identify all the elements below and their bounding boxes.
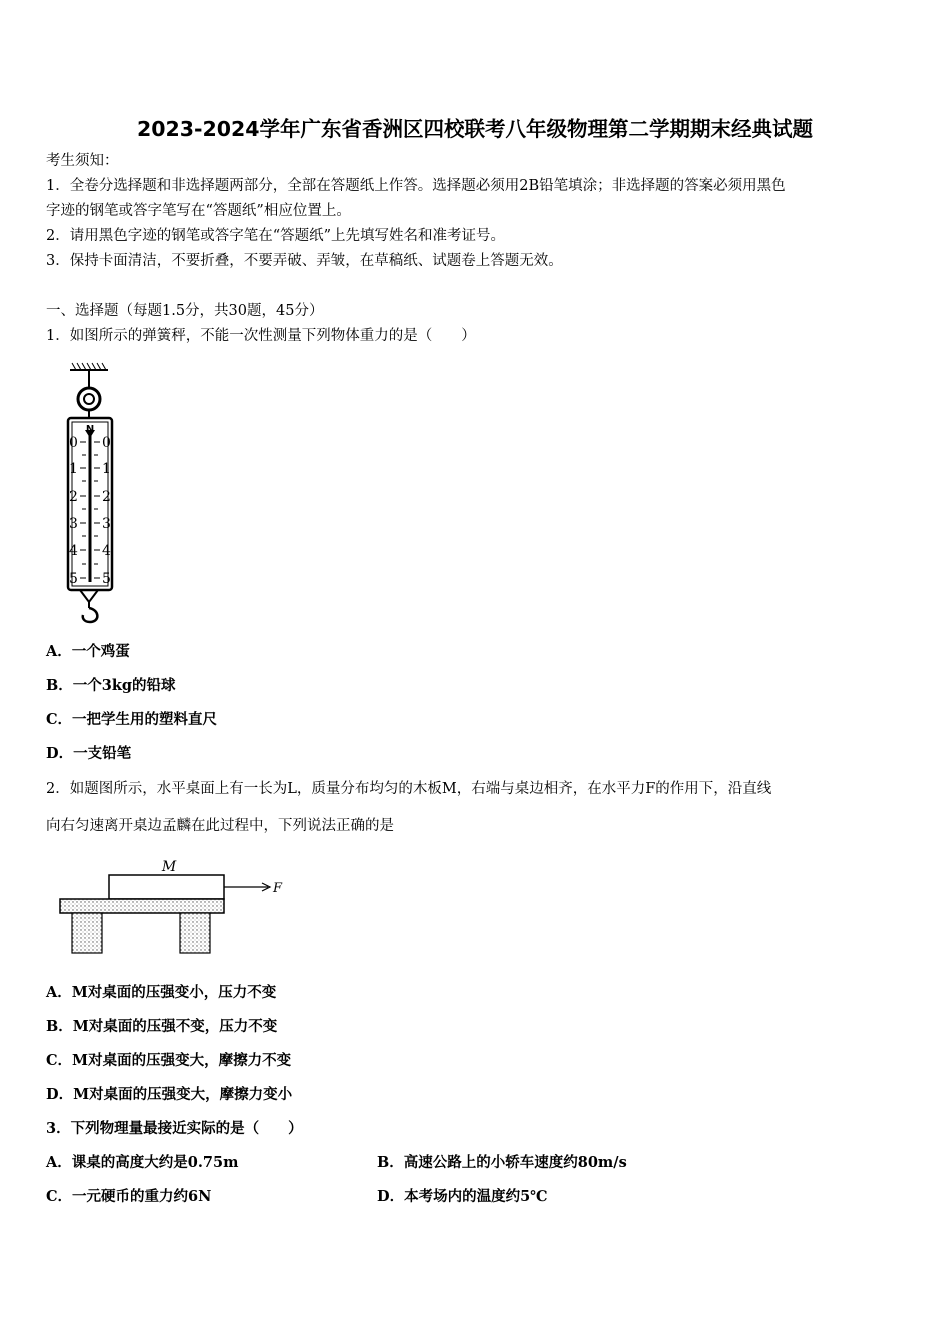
question-3-stem: 3．下列物理量最接近实际的是（ ） — [46, 1120, 303, 1137]
question-2-option-b[interactable]: B．M对桌面的压强不变，压力不变 — [46, 1018, 278, 1035]
question-2-stem-line-2: 向右匀速离开桌边孟麟在此过程中，下列说法正确的是 — [46, 818, 394, 834]
notice-item-3: 3．保持卡面清洁，不要折叠，不要弄破、弄皱，在草稿纸、试题卷上答题无效。 — [46, 253, 563, 269]
scale-left-0: 0 — [69, 435, 78, 451]
question-1-option-a[interactable]: A．一个鸡蛋 — [46, 643, 130, 660]
question-2-option-d[interactable]: D．M对桌面的压强变大，摩擦力变小 — [46, 1086, 293, 1103]
scale-left-3: 3 — [69, 516, 78, 532]
scale-right-1: 1 — [102, 461, 111, 477]
board-label: M — [161, 859, 177, 875]
scale-left-1: 1 — [69, 461, 78, 477]
scale-right-3: 3 — [102, 516, 111, 532]
scale-right-0: 0 — [102, 435, 111, 451]
scale-right-4: 4 — [102, 543, 111, 559]
question-1-stem: 1．如图所示的弹簧秤，不能一次性测量下列物体重力的是（ ） — [46, 328, 476, 344]
notice-heading: 考生须知： — [46, 153, 119, 169]
scale-left-5: 5 — [69, 571, 78, 587]
notice-item-1-line-1: 1．全卷分选择题和非选择题两部分，全部在答题纸上作答。选择题必须用2B铅笔填涂；非选择题的答案必须用黑色 — [46, 178, 786, 194]
question-3-option-a[interactable]: A．课桌的高度大约是0.75m — [46, 1154, 239, 1171]
question-3-option-d[interactable]: D．本考场内的温度约5℃ — [377, 1188, 548, 1205]
question-3-option-c[interactable]: C．一元硬币的重力约6N — [46, 1188, 212, 1205]
page-title: 2023-2024学年广东省香洲区四校联考八年级物理第二学期期末经典试题 — [136, 117, 814, 141]
question-2-option-c[interactable]: C．M对桌面的压强变大，摩擦力不变 — [46, 1052, 292, 1069]
scale-right-2: 2 — [102, 489, 111, 505]
scale-unit-label: N — [85, 424, 95, 435]
spring-scale-figure — [60, 360, 126, 628]
question-1-option-b[interactable]: B．一个3kg的铅球 — [46, 677, 176, 694]
notice-item-1-line-2: 字迹的钢笔或答字笔写在“答题纸”相应位置上。 — [46, 203, 351, 219]
scale-left-2: 2 — [69, 489, 78, 505]
force-label: F — [273, 881, 283, 896]
scale-left-4: 4 — [69, 543, 78, 559]
question-2-stem-line-1: 2．如题图所示，水平桌面上有一长为L，质量分布均匀的木板M，右端与桌边相齐，在水平力F的作用下，沿直线 — [46, 781, 772, 797]
question-1-option-c[interactable]: C．一把学生用的塑料直尺 — [46, 711, 218, 728]
notice-item-2: 2．请用黑色字迹的钢笔或答字笔在“答题纸”上先填写姓名和准考证号。 — [46, 228, 506, 244]
question-2-option-a[interactable]: A．M对桌面的压强变小，压力不变 — [46, 984, 277, 1001]
question-3-option-b[interactable]: B．高速公路上的小轿车速度约80m/s — [377, 1154, 627, 1171]
board-on-table-figure — [56, 853, 296, 959]
scale-right-5: 5 — [102, 571, 111, 587]
section-heading: 一、选择题（每题1.5分，共30题，45分） — [46, 303, 324, 319]
question-1-option-d[interactable]: D．一支铅笔 — [46, 745, 132, 762]
